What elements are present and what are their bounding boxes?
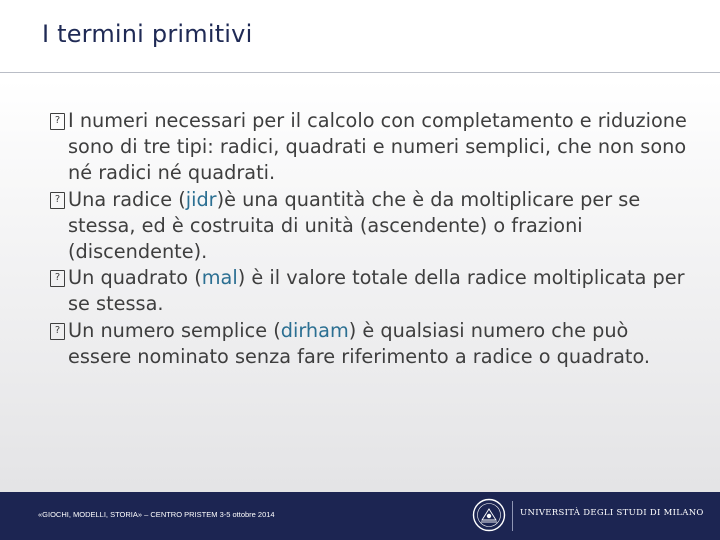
bullet-text: )è una quantità che è da moltiplicare per se stessa, ed è costruita di unità (ascendente) o frazioni (discendente). (68, 187, 641, 264)
bullet-item (50, 265, 690, 317)
bullet-text: Un quadrato ( (68, 266, 202, 290)
bullet-text: ) è qualsiasi numero che può essere nominato senza fare riferimento a radice o quadrato. (68, 318, 651, 368)
university-name: UNIVERSITÀ DEGLI STUDI DI MILANO (520, 508, 704, 518)
university-seal-icon (472, 498, 506, 532)
missing-glyph-icon: ? (50, 270, 65, 287)
bullet-text: ) è il valore totale della radice moltiplicata per se stessa. (68, 266, 685, 316)
bullet-item (50, 318, 690, 370)
bullet-text: I numeri necessari per il calcolo con completamento e riduzione sono di tre tipi: radici, quadrati e numeri semplici, che non sono né radici né quadrati. (68, 109, 687, 185)
bullet-text: Un numero semplice ( (68, 318, 281, 342)
missing-glyph-icon: ? (50, 323, 65, 340)
bullet-item (50, 108, 690, 187)
bullet-item (50, 187, 690, 266)
footer-caption: «GIOCHI, MODELLI, STORIA» – CENTRO PRISTEM 3-5 ottobre 2014 (38, 510, 275, 519)
slide-title: I termini primitivi (42, 20, 253, 48)
footer-band (0, 492, 720, 540)
missing-glyph-icon: ? (50, 192, 65, 209)
missing-glyph-icon: ? (50, 113, 65, 130)
footer-divider (512, 501, 513, 531)
bullet-list (50, 108, 690, 370)
term-highlight: jidr (185, 187, 217, 211)
bullet-text: Una radice ( (68, 187, 186, 211)
title-divider (0, 72, 720, 73)
term-highlight: mal (201, 266, 238, 290)
term-highlight: dirham (280, 318, 349, 342)
